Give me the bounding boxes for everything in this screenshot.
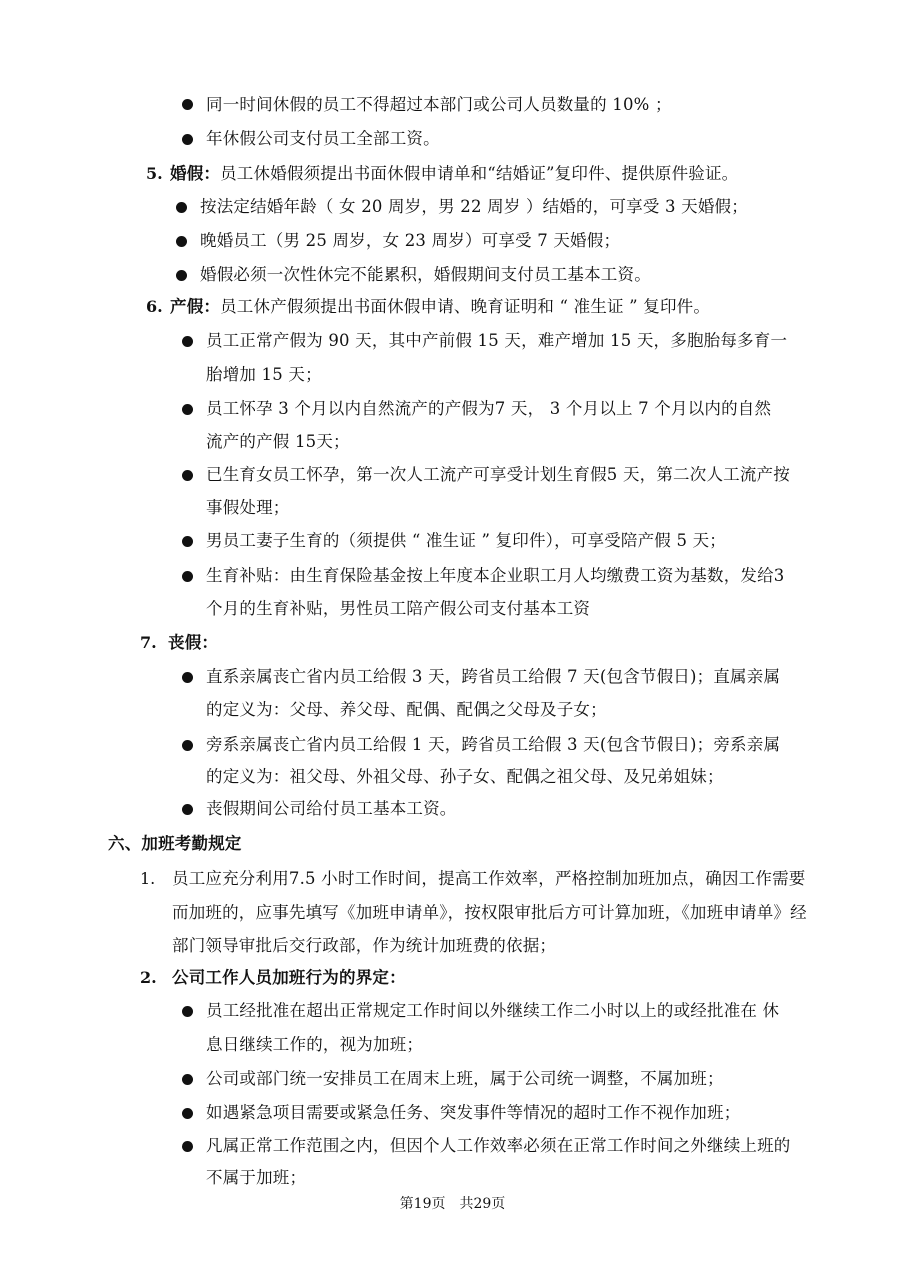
- bullet-icon: [182, 99, 193, 110]
- bullet-icon: [182, 404, 193, 415]
- list-item: 直系亲属丧亡省内员工给假 3 天，跨省员工给假 7 天(包含节假日)；直属亲属: [206, 667, 781, 686]
- list-item: 同一时间休假的员工不得超过本部门或公司人员数量的 10% ；: [206, 95, 672, 114]
- section-number: 6.: [146, 297, 163, 316]
- bullet-icon: [176, 270, 187, 281]
- list-item-continuation: 胎增加 15 天；: [206, 365, 322, 384]
- list-item: 晚婚员工（男 25 周岁，女 23 周岁）可享受 7 天婚假；: [200, 231, 621, 250]
- list-item: 生育补贴：由生育保险基金按上年度本企业职工月人均缴费工资为基数，发给3: [206, 566, 785, 585]
- bullet-icon: [182, 1074, 193, 1085]
- section-heading-label: 婚假：: [170, 164, 221, 183]
- list-item: 已生育女员工怀孕，第一次人工流产可享受计划生育假5 天，第二次人工流产按: [206, 465, 790, 484]
- bullet-icon: [176, 202, 187, 213]
- paragraph-line: 员工应充分利用7.5 小时工作时间，提高工作效率，严格控制加班加点，确因工作需要: [172, 869, 806, 888]
- paragraph-line: 部门领导审批后交行政部，作为统计加班费的依据；: [172, 936, 557, 955]
- section-heading-text: 员工休产假须提出书面休假申请、晚育证明和 “ 准生证 ” 复印件。: [220, 297, 711, 316]
- section-heading-label: 产假：: [170, 297, 221, 316]
- list-item: 凡属正常工作范围之内，但因个人工作效率必须在正常工作时间之外继续上班的: [206, 1136, 791, 1155]
- bullet-icon: [182, 672, 193, 683]
- bullet-icon: [182, 1006, 193, 1017]
- bullet-icon: [182, 536, 193, 547]
- list-item: 丧假期间公司给付员工基本工资。: [206, 799, 457, 818]
- page-footer: 第19页 共29页: [399, 1196, 506, 1212]
- list-item-continuation: 个月的生育补贴，男性员工陪产假公司支付基本工资: [206, 599, 591, 618]
- bullet-icon: [176, 236, 187, 247]
- list-item-continuation: 不属于加班；: [206, 1168, 307, 1187]
- bullet-icon: [182, 470, 193, 481]
- list-item: 员工正常产假为 90 天，其中产前假 15 天，难产增加 15 天，多胞胎每多育一: [206, 331, 788, 350]
- bullet-icon: [182, 571, 193, 582]
- chapter-heading: 六、加班考勤规定: [108, 834, 242, 853]
- list-item: 婚假必须一次性休完不能累积，婚假期间支付员工基本工资。: [200, 265, 651, 284]
- bullet-icon: [182, 740, 193, 751]
- list-item: 年休假公司支付员工全部工资。: [206, 129, 440, 148]
- section-number: 1.: [140, 869, 156, 888]
- list-item: 员工怀孕 3 个月以内自然流产的产假为7 天， 3 个月以上 7 个月以内的自然: [206, 399, 772, 418]
- section-heading: 丧假：: [168, 633, 219, 652]
- list-item: 旁系亲属丧亡省内员工给假 1 天，跨省员工给假 3 天(包含节假日)；旁系亲属: [206, 735, 781, 754]
- bullet-icon: [182, 804, 193, 815]
- list-item: 按法定结婚年龄（ 女 20 周岁，男 22 周岁 ）结婚的，可享受 3 天婚假；: [200, 197, 748, 216]
- list-item-continuation: 的定义为：父母、养父母、配偶、配偶之父母及子女；: [206, 700, 607, 719]
- list-item: 如遇紧急项目需要或紧急任务、突发事件等情况的超时工作不视作加班；: [206, 1103, 741, 1122]
- section-heading: 公司工作人员加班行为的界定：: [172, 968, 406, 987]
- section-heading-text: 员工休婚假须提出书面休假申请单和“结婚证”复印件、提供原件验证。: [220, 164, 739, 183]
- bullet-icon: [182, 1108, 193, 1119]
- list-item-continuation: 息日继续工作的，视为加班；: [206, 1035, 424, 1054]
- section-heading: [170, 296, 710, 318]
- list-item: 员工经批准在超出正常规定工作时间以外继续工作二小时以上的或经批准在 休: [206, 1001, 780, 1020]
- paragraph-line: 而加班的，应事先填写《加班申请单》，按权限审批后方可计算加班，《加班申请单》经: [172, 903, 807, 922]
- section-number: 7.: [140, 633, 157, 652]
- list-item: 公司或部门统一安排员工在周末上班，属于公司统一调整，不属加班；: [206, 1069, 724, 1088]
- bullet-icon: [182, 1141, 193, 1152]
- section-heading: [170, 163, 738, 185]
- list-item-continuation: 流产的产假 15天；: [206, 432, 350, 451]
- bullet-icon: [182, 336, 193, 347]
- list-item-continuation: 事假处理；: [206, 498, 290, 517]
- section-number: 2.: [140, 968, 157, 987]
- list-item-continuation: 的定义为：祖父母、外祖父母、孙子女、配偶之祖父母、及兄弟姐妹；: [206, 767, 724, 786]
- list-item: 男员工妻子生育的（须提供 “ 准生证 ” 复印件），可享受陪产假 5 天；: [206, 531, 726, 550]
- bullet-icon: [182, 134, 193, 145]
- section-number: 5.: [146, 164, 163, 183]
